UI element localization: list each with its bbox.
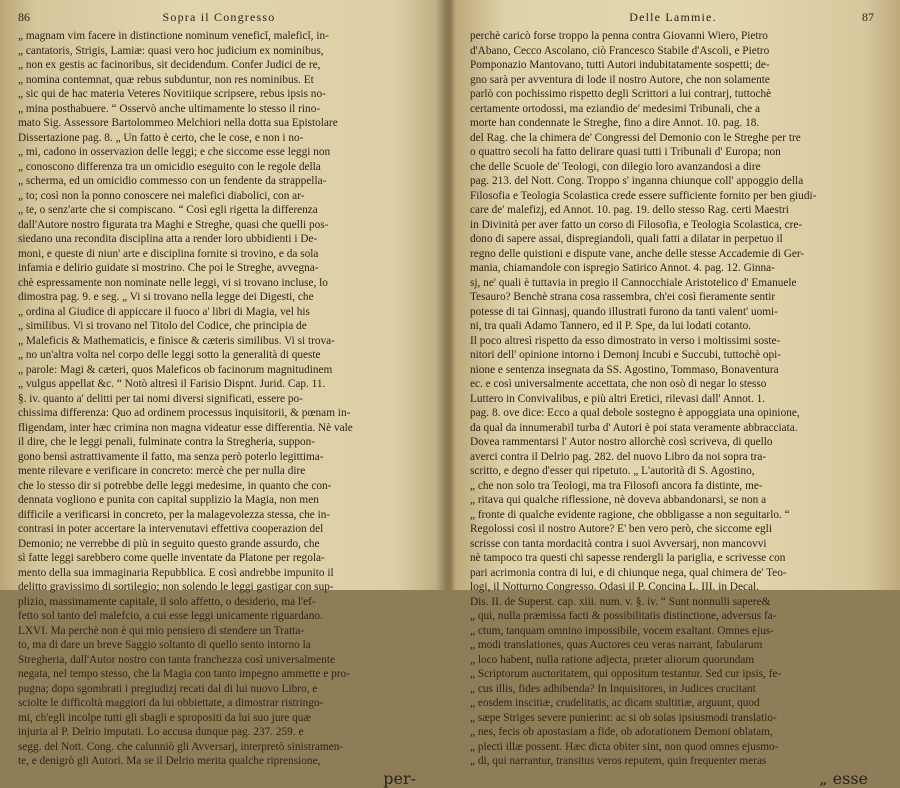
text-line: „ Scriptorum auctoritatem, qui oppositum testantur. Sed cur ipsis, fe- — [470, 668, 782, 680]
text-line: sj, ne' quali è tuttavia in pregio il Cannocchiale Aristotelico d' Emanuele — [470, 276, 797, 289]
left-page-header — [18, 10, 422, 27]
text-line: che lo stesso dir si potrebbe delle leggi medesime, in quanto che con- — [18, 479, 332, 492]
text-line: fetto sol tanto del malefcio, a cui esse leggi unicamente riguardano. — [18, 610, 323, 622]
running-head: Sopra il Congresso — [162, 10, 276, 24]
text-line: mato Sig. Assessore Bartolommeo Melchiori nella dotta sua Epistolare — [18, 117, 338, 129]
page-number: 87 — [861, 10, 874, 24]
text-line: difficile a verificarsi in concreto, per la malagevolezza stessa, che in- — [18, 508, 331, 521]
text-line: pari acrimonia contra di lui, e di chiunque nega, qual chimera de' Teo- — [470, 566, 787, 579]
text-line: Luttero in Convivalibus, e più altri Eretici, rilevasi dall' Annot. 1. — [470, 392, 766, 405]
text-line: ec. e così universalmente accettata, che non osò di negar lo stesso — [470, 378, 767, 390]
text-line: LXVI. Ma perchè non è qui mio pensiero di stendere un Tratta- — [18, 624, 305, 637]
text-line: „ scherma, ed un omicidio commesso con un fendente da strappella- — [18, 175, 327, 187]
text-line: del Rag. che la chimera de' Congressi del Demonio con le Streghe per tre — [470, 131, 801, 144]
text-line: pag. 213. del Nott. Cong. Troppo s' inganna chiunque coll' appoggio della — [470, 175, 804, 187]
text-line: gno sarà per avventura di lode il nostro Autore, che non solamente — [470, 73, 770, 86]
text-line: Tesauro? Benchè strana cosa rassembra, ch'ei così fieramente sentir — [470, 291, 776, 303]
text-line: mento della sua immaginaria Repubblica. E così andrebbe impunito il — [18, 566, 334, 579]
text-line: che delle Scuole de' Teologi, con dilegio loro avanzandosi a dire — [470, 160, 761, 173]
text-line: „ sic qui de hac materia Veteres Novitiique scripsere, rebus ipsis no- — [18, 88, 326, 100]
text-line: „ ritava qui qualche riflessione, nè doveva abbandonarsi, se non a — [470, 494, 767, 506]
text-line: nitori dell' opinione intorno i Demonj Incubi e Succubi, tuttochè opi- — [470, 349, 782, 361]
text-line: „ similibus. Vi si trovano nel Titolo del Codice, che principia de — [18, 320, 307, 332]
text-line: „ che non solo tra Teologi, ma tra Filosofi ancora fa distinte, me- — [470, 479, 763, 492]
book-gutter — [436, 0, 456, 590]
text-line: mania, chiamandole con ispregio Satirico Annot. 4. pag. 12. Ginna- — [470, 262, 775, 274]
text-line: te, e denigrò gli Autori. Ma se il Delrio merita qualche riprensione, — [18, 755, 321, 767]
text-line: „ mina posthabuere. “ Osservò anche ultimamente lo stesso il rino- — [18, 102, 321, 115]
text-line: dono di sapere assai, dispregiandoli, quali fatti a dilatar in perpetuo il — [470, 233, 783, 245]
catchword: per- — [383, 768, 416, 788]
text-line: da qual da innumerabil turba d' Autori è poi stata veramente abbracciata. — [470, 421, 798, 434]
text-line: parlò con pochissimo rispetto degli Scrittori a lui contrarj, tuttochè — [470, 88, 772, 100]
text-line: moni, e queste di niun' arte e disciplina fornite si trovino, e da sola — [18, 247, 319, 260]
page-number: 86 — [18, 10, 30, 24]
text-line: scritto, e degno d'esser qui ripetuto. „ L'autorità di S. Agostino, — [470, 465, 755, 477]
right-page — [456, 0, 892, 788]
text-line: „ non ex gestis ac facinoribus, sit decidendum. Confer Judici de re, — [18, 59, 321, 71]
text-line: „ Maleficis & Mathematicis, e finisce & cæteris similibus. Vi si trova- — [18, 334, 335, 347]
text-line: o quattro secoli ha fatto delirare quasi tutti i Tribunali d' Europa; non — [470, 146, 781, 158]
text-line: nè tampoco tra questi chi sapesse rendergli la pariglia, e scrivesse con — [470, 552, 786, 564]
text-line: delitto gravissimo di sortilegio; non solendo le leggi gastigar con sup- — [18, 581, 334, 593]
text-line: sciolte le difficoltà maggiori da lui obbiettate, a dimostrar ristringo- — [18, 697, 324, 709]
right-page-header — [470, 10, 874, 27]
text-line: „ di, qui narrantur, transitus veros reputem, quin frequenter meras — [470, 755, 767, 767]
text-line: „ cus illis, fides adhibenda? In Inquisitores, in Judices crucitant — [470, 682, 756, 695]
text-line: „ cantatoris, Strigis, Lamiæ: quasi vero hoc judicium ex nominibus, — [18, 44, 324, 57]
text-line: Regolossi così il nostro Autore? E' ben vero però, che siccome egli — [470, 523, 772, 535]
text-line: segg. del Nott. Cong. che calunniò gli Avversarj, interpretò sinistramen- — [18, 740, 344, 753]
text-line: pag. 8. ove dice: Ecco a qual debole sostegno è appoggiata una opinione, — [470, 407, 800, 419]
text-line: siedano una recondita disciplina atta a render loro ubbidienti i De- — [18, 233, 318, 245]
text-line: „ fronte di qualche evidente ragione, che obbligasse a non seguitarlo. “ — [470, 508, 790, 521]
text-line: certamente ortodossi, ma eziandio de' medesimi Tribunali, che a — [470, 102, 761, 115]
text-line: regno delle quistioni e dispute vane, anche delle stesse Accademie di Ger- — [470, 247, 805, 260]
text-line: contrasi in poter accertare la intervenutavi effettiva cooperazion del — [18, 523, 324, 535]
text-line: chissima differenza: Quo ad ordinem processus inquisitorii, & pœnam in- — [18, 407, 351, 419]
text-line: plizio, massimamente capitale, il solo affetto, o desiderio, ma l'ef- — [18, 595, 316, 608]
text-line: dall'Autore nostro figurata tra Maghi e Streghe, quasi che quelli pos- — [18, 218, 329, 231]
text-line: gono bensì astrattivamente il fatto, ma senza però poterlo legittima- — [18, 450, 324, 463]
text-line: „ nes, fecis ob apostasiam a fide, ob adorationem Demoni oblatam, — [470, 726, 773, 738]
text-line: „ ctum, tanquam omnino impossibile, vocem exaltant. Omnes ejus- — [470, 624, 775, 637]
text-line: „ mi, cadono in osservazion delle leggi; e che siccome esse leggi non — [18, 146, 331, 158]
text-line: „ loco habent, nulla ratione adjecta, præter aliorum quorundam — [470, 653, 755, 666]
text-line: injuria al P. Delrio imputati. Lo accusa dunque pag. 237. 259. e — [18, 726, 304, 738]
text-line: Stregheria, dall'Autor nostro con tanta franchezza così universalmente — [18, 653, 335, 666]
text-line: dennata vogliono e punita con capital supplizio la Magia, non men — [18, 494, 319, 506]
text-line: dimostra pag. 9. e seg. „ Vi si trovano nella legge dei Digesti, che — [18, 291, 314, 303]
text-line: nione e sentenza insegnata da SS. Agostino, Tommaso, Bonaventura — [470, 363, 779, 376]
text-line: sì fatte leggi sarebbero come quelle inventate da Platone per regola- — [18, 552, 325, 564]
text-line: logi, il Notturno Congresso. Odasi il P. Concina L. III. in Decal. — [470, 581, 759, 593]
text-line: averci contra il Delrio pag. 282. del nuovo Libro da noi sopra tra- — [470, 450, 767, 463]
text-line: d'Abano, Cecco Ascolano, ciò Francesco Stabile d'Ascoli, e Pietro — [470, 44, 770, 57]
text-line: perchè caricò forse troppo la penna contra Giovanni Wiero, Pietro — [470, 30, 768, 42]
text-line: „ parole: Magi & cæteri, quos Maleficos ob facinorum magnitudinem — [18, 363, 333, 376]
text-line: Pomponazio Mantovano, tutti Autori indubitatamente sospetti; de- — [470, 59, 770, 71]
text-line: Dissertazione pag. 8. „ Un fatto è certo, che le cose, e non i no- — [18, 131, 304, 144]
left-page — [0, 0, 436, 788]
text-line: Dovea rammentarsi l' Autor nostro allorchè così scriveva, di quello — [470, 436, 773, 448]
text-line: Filosofia e Teologia Scolastica crede essere sufficiente fornito per ben giudi- — [470, 189, 817, 202]
text-line: „ sæpe Striges severe punierint: ac si ob solas ipsiusmodi translatio- — [470, 711, 777, 724]
text-line: „ modi translationes, quas Auctores ceu veras narrant, fabularum — [470, 639, 763, 651]
catchword: „ esse — [819, 768, 868, 788]
text-line: Demonio; ne verrebbe di più in seguito questo grande assurdo, che — [18, 537, 320, 550]
text-line: „ eosdem inscitiæ, crudelitatis, ac dicam stultitiæ, arguunt, quod — [470, 697, 760, 709]
text-line: pugna; dopo sgombrati i pregiudizj recati dal di lui nuovo Libro, e — [18, 682, 318, 695]
text-line: potesse di tai Ginnasj, quando illustrati furono da tanti valent' uomi- — [470, 305, 778, 318]
text-line: §. iv. quanto a' delitti per tai nomi diversi significati, essere po- — [18, 392, 303, 405]
text-line: infamia e delirio guidate si mostrino. Che poi le Streghe, avvegna- — [18, 262, 319, 274]
text-line: „ ordina al Giudice di appiccare il fuoco a' libri di Magia, vel his — [18, 305, 310, 318]
text-line: morte han condennate le Streghe, fino a dire Annot. 10. pag. 18. — [470, 117, 760, 129]
text-line: chè espressamente non nominate nelle leggi, vi si trovano incluse, lo — [18, 276, 328, 289]
left-page-body — [18, 29, 422, 769]
running-head: Delle Lammie. — [629, 10, 717, 24]
text-line: „ nomina contemnat, quæ rebus subduntur, non res nominibus. Et — [18, 73, 314, 86]
text-line: „ qui, nulla præmissa facti & possibilitatis distinctione, adversus fa- — [470, 610, 777, 622]
text-line: „ vulgus appellat &c. “ Notò altresì il Farisio Dispnt. Jurid. Cap. 11. — [18, 378, 326, 390]
text-line: to, ma di dare un breve Saggio soltanto di quello sento intorno la — [18, 639, 311, 651]
right-page-body — [470, 29, 874, 769]
text-line: scrisse con tanta mordacità contra i suoi Avversarj, non mancovvi — [470, 537, 767, 550]
text-line: „ magnam vim facere in distinctione nominum veneficǐ, maleficǐ, in- — [18, 30, 329, 42]
text-line: il dire, che le leggi penali, fulminate contra la Stregheria, suppon- — [18, 436, 316, 448]
text-line: mente rilevare e verificare in concreto: mercè che per nulla dire — [18, 465, 306, 477]
text-line: mi, ch'egli incolpe tutti gli sbagli e spropositi da lui suo jure quæ — [18, 711, 311, 724]
text-line: „ to; così non la ponno conoscere nei malefici diabolici, con ar- — [18, 189, 305, 202]
text-line: fligendam, inter hæc crimina non magna videatur esse differentia. Nè vale — [18, 421, 353, 434]
text-line: negata, nel tempo stesso, che la Magia con tanto impegno ammette e pro- — [18, 668, 350, 680]
text-line: „ te, o senz'arte che si compiscano. “ Così egli rigetta la differenza — [18, 204, 318, 216]
text-line: Dis. II. de Superst. cap. xiii. num. v. §. iv. “ Sunt nonnulli sapere& — [470, 595, 771, 608]
text-line: in Divinità per aver fatto un corso di Filosofia, e Teologia Scolastica, cre- — [470, 218, 803, 231]
text-line: care de' malefizj, ed Annot. 10. pag. 19. dello stesso Rag. certi Maestri — [470, 204, 789, 216]
text-line: „ plectì illæ possent. Hæc dicta obiter sint, non quod omnes ejusmo- — [470, 740, 779, 753]
text-line: Il poco altresì rispetto da esso dimostrato in verso i moltissimi soste- — [470, 334, 781, 347]
text-line: „ conoscono differenza tra un omicidio eseguito con le regole della — [18, 160, 321, 173]
text-line: ni, tra quali Adamo Tannero, ed il P. Spe, da lui lodati cotanto. — [470, 320, 752, 332]
text-line: „ no un'altra volta nel corpo delle leggi sotto la generalità di queste — [18, 349, 321, 361]
